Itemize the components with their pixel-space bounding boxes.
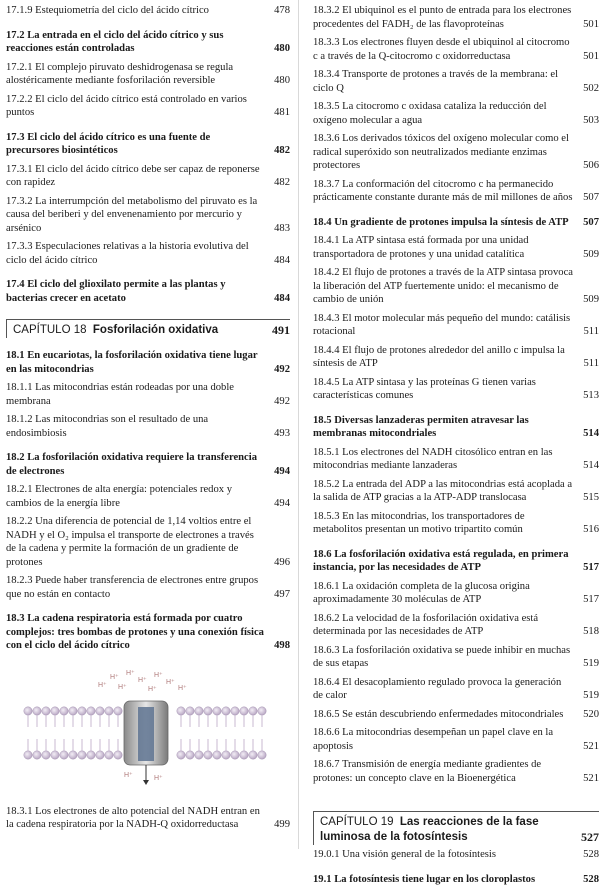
lipid-head (105, 750, 113, 758)
toc-entry[interactable]: 17.2.1 El complejo piruvato deshidrogenasa se regula alostéricamente mediante fosforilación reversible 480 (6, 61, 290, 88)
lipid-head (24, 750, 32, 758)
lipid-head (231, 706, 239, 714)
lipid-head (51, 706, 59, 714)
toc-entry[interactable]: 17.3.2 La interrumpción del metabolismo del piruvato es la causa del beriberi y del envenenamiento por mercurio y arsénico 483 (6, 195, 290, 236)
proton-label: H⁺ (118, 683, 127, 691)
proton-label: H⁺ (126, 669, 135, 677)
proton-label: H⁺ (110, 673, 119, 681)
toc-entry[interactable]: 18.4.1 La ATP sintasa está formada por una unidad transportadora de protones y una unidad catalítica 509 (313, 234, 599, 261)
lipid-head (114, 706, 122, 714)
lipid-head (42, 750, 50, 758)
column-divider (298, 0, 299, 849)
proton-label: H⁺ (98, 681, 107, 689)
lipid-head (96, 706, 104, 714)
toc-entry[interactable]: 18.1.1 Las mitocondrias están rodeadas por una doble membrana 492 (6, 381, 290, 408)
toc-entry[interactable]: 17.3.3 Especulaciones relativas a la historia evolutiva del ciclo del ácido cítrico 484 (6, 240, 290, 267)
lipid-head (186, 706, 194, 714)
chapter-page: 527 (581, 830, 599, 845)
toc-entry[interactable]: 18.4.3 El motor molecular más pequeño del mundo: catálisis rotacional 511 (313, 312, 599, 339)
proton-label: H⁺ (154, 774, 163, 782)
lipid-head (33, 706, 41, 714)
lipid-head (60, 706, 68, 714)
lipid-head (204, 750, 212, 758)
toc-section[interactable]: 17.3 El ciclo del ácido cítrico es una fuente de precursores biosintéticos 482 (6, 131, 290, 158)
proton-label: H⁺ (124, 771, 133, 779)
toc-entry[interactable]: 18.4.5 La ATP sintasa y las proteínas G tienen varias características comunes 513 (313, 376, 599, 403)
toc-entry[interactable]: 18.6.4 El desacoplamiento regulado provoca la generación de calor 519 (313, 676, 599, 703)
lipid-head (51, 750, 59, 758)
toc-entry[interactable]: 18.3.7 La conformación del citocromo c ha permanecido prácticamente constante durante más de mil millones de años 507 (313, 178, 599, 205)
chapter-heading-19[interactable] (313, 811, 599, 845)
lipid-head (177, 750, 185, 758)
toc-section[interactable]: 18.3 La cadena respiratoria está formada por cuatro complejos: tres bombas de protones y una conexión física con el ciclo del ácido cítrico 498 (6, 612, 290, 653)
lipid-head (204, 706, 212, 714)
toc-entry[interactable]: 18.3.2 El ubiquinol es el punto de entrada para los electrones procedentes del FADH₂ de las flavoproteínas 501 (313, 4, 599, 31)
toc-entry[interactable]: 18.3.6 Los derivados tóxicos del oxígeno molecular como el radical superóxido son neutralizados mediante enzimas protectores 506 (313, 132, 599, 173)
toc-entry[interactable]: 18.4.4 El flujo de protones alrededor del anillo c impulsa la síntesis de ATP 511 (313, 344, 599, 371)
lipid-head (258, 750, 266, 758)
lipid-head (114, 750, 122, 758)
lipid-head (195, 706, 203, 714)
proton-label: H⁺ (166, 678, 175, 686)
toc-section[interactable]: 18.4 Un gradiente de protones impulsa la síntesis de ATP 507 (313, 216, 599, 230)
lipid-head (249, 706, 257, 714)
toc-entry[interactable]: 18.6.7 Transmisión de energía mediante gradientes de protones: un concepto clave en la Bioenergética 521 (313, 758, 599, 785)
lipid-head (78, 706, 86, 714)
toc-entry[interactable]: 17.1.9 Estequiometría del ciclo del ácido cítrico 478 (6, 4, 290, 18)
lipid-head (231, 750, 239, 758)
lipid-head (105, 706, 113, 714)
toc-section[interactable]: 17.2 La entrada en el ciclo del ácido cítrico y sus reacciones están controladas 480 (6, 29, 290, 56)
toc-entry[interactable]: 18.3.3 Los electrones fluyen desde el ubiquinol al citocromo c a través de la Q-citocromo c oxidorreductasa 501 (313, 36, 599, 63)
arrow-head (143, 780, 149, 785)
toc-entry[interactable]: 18.3.1 Los electrones de alto potencial del NADH entran en la cadena respiratoria por la NADH-Q oxidorreductasa 499 (6, 805, 290, 832)
lipid-head (87, 706, 95, 714)
lipid-head (69, 706, 77, 714)
toc-entry[interactable]: 17.2.2 El ciclo del ácido cítrico está controlado en varios puntos 481 (6, 93, 290, 120)
toc-entry[interactable]: 18.1.2 Las mitocondrias son el resultado de una endosimbiosis 493 (6, 413, 290, 440)
lipid-head (60, 750, 68, 758)
toc-entry[interactable]: 18.2.3 Puede haber transferencia de electrones entre grupos que no están en contacto 497 (6, 574, 290, 601)
toc-section[interactable]: 18.5 Diversas lanzaderas permiten atravesar las membranas mitocondriales 514 (313, 414, 599, 441)
toc-entry[interactable]: 17.3.1 El ciclo del ácido cítrico debe ser capaz de reponerse con rapidez 482 (6, 163, 290, 190)
chapter-label: CAPÍTULO 18 (13, 324, 87, 336)
lipid-head (87, 750, 95, 758)
toc-entry[interactable]: 18.2.2 Una diferencia de potencial de 1,14 voltios entre el NADH y el O₂ impulsa el transporte de electrones a través de la cadena y permite la formación de un gradiente de protones 496 (6, 515, 290, 569)
toc-entry[interactable]: 18.5.1 Los electrones del NADH citosólico entran en las mitocondrias mediante lanzaderas 514 (313, 446, 599, 473)
lipid-head (177, 706, 185, 714)
toc-entry[interactable]: 18.6.5 Se están descubriendo enfermedades mitocondriales 520 (313, 708, 599, 722)
left-column (6, 0, 290, 832)
toc-entry[interactable]: 18.5.3 En las mitocondrias, los transportadores de metabolitos presentan un motivo tripartito común 516 (313, 510, 599, 537)
lipid-head (240, 750, 248, 758)
lipid-head (24, 706, 32, 714)
proton-label: H⁺ (138, 676, 147, 684)
lipid-head (222, 750, 230, 758)
toc-section[interactable]: 17.4 El ciclo del glioxilato permite a las plantas y bacterias crecer en acetato 484 (6, 278, 290, 305)
channel-pore (138, 707, 154, 761)
respiratory-complex-illustration (6, 667, 290, 787)
chapter-heading-18[interactable] (6, 319, 290, 338)
toc-entry[interactable]: 19.0.1 Una visión general de la fotosíntesis 528 (313, 848, 599, 862)
toc-entry[interactable]: 18.6.3 La fosforilación oxidativa se puede inhibir en muchas de sus etapas 519 (313, 644, 599, 671)
chapter-title: Las reacciones de la fase luminosa de la fotosíntesis (320, 816, 539, 843)
toc-section[interactable]: 19.1 La fotosíntesis tiene lugar en los cloroplastos 528 (313, 873, 599, 886)
lipid-head (213, 706, 221, 714)
toc-section[interactable]: 18.2 La fosforilación oxidativa requiere la transferencia de electrones 494 (6, 451, 290, 478)
toc-entry[interactable]: 18.3.4 Transporte de protones a través de la membrana: el ciclo Q 502 (313, 68, 599, 95)
lipid-head (258, 706, 266, 714)
lipid-head (69, 750, 77, 758)
proton-label: H⁺ (148, 685, 157, 693)
toc-section[interactable]: 18.1 En eucariotas, la fosforilación oxidativa tiene lugar en las mitocondrias 492 (6, 349, 290, 376)
proton-label: H⁺ (154, 671, 163, 679)
lipid-head (195, 750, 203, 758)
toc-entry[interactable]: 18.3.5 La citocromo c oxidasa cataliza la reducción del oxígeno molecular a agua 503 (313, 100, 599, 127)
lipid-head (96, 750, 104, 758)
lipid-head (240, 706, 248, 714)
lipid-head (222, 706, 230, 714)
chapter-page: 491 (272, 323, 290, 338)
chapter-title: Fosforilación oxidativa (93, 324, 218, 336)
toc-entry[interactable]: 18.5.2 La entrada del ADP a las mitocondrias está acoplada a la salida de ATP gracias a la ATP-ADP translocasa 515 (313, 478, 599, 505)
toc-section[interactable]: 18.6 La fosforilación oxidativa está regulada, en primera instancia, por las necesidades de ATP 517 (313, 548, 599, 575)
lipid-head (42, 706, 50, 714)
proton-label: H⁺ (178, 684, 187, 692)
toc-entry[interactable]: 18.6.1 La oxidación completa de la glucosa origina aproximadamente 30 moléculas de ATP 517 (313, 580, 599, 607)
lipid-head (78, 750, 86, 758)
toc-entry[interactable]: 18.6.6 La mitocondrias desempeñan un papel clave en la apoptosis 521 (313, 726, 599, 753)
lipid-head (186, 750, 194, 758)
toc-entry[interactable]: 18.6.2 La velocidad de la fosforilación oxidativa está determinada por las necesidades de ATP 518 (313, 612, 599, 639)
lipid-head (33, 750, 41, 758)
lipid-head (213, 750, 221, 758)
lipid-head (249, 750, 257, 758)
right-column (313, 0, 599, 886)
chapter-label: CAPÍTULO 19 (320, 816, 394, 828)
toc-entry[interactable]: 18.2.1 Electrones de alta energía: potenciales redox y cambios de la energía libre 494 (6, 483, 290, 510)
toc-entry[interactable]: 18.4.2 El flujo de protones a través de la ATP sintasa provoca la liberación del ATP fuertemente unido: el mecanismo de cambio de unión 509 (313, 266, 599, 307)
